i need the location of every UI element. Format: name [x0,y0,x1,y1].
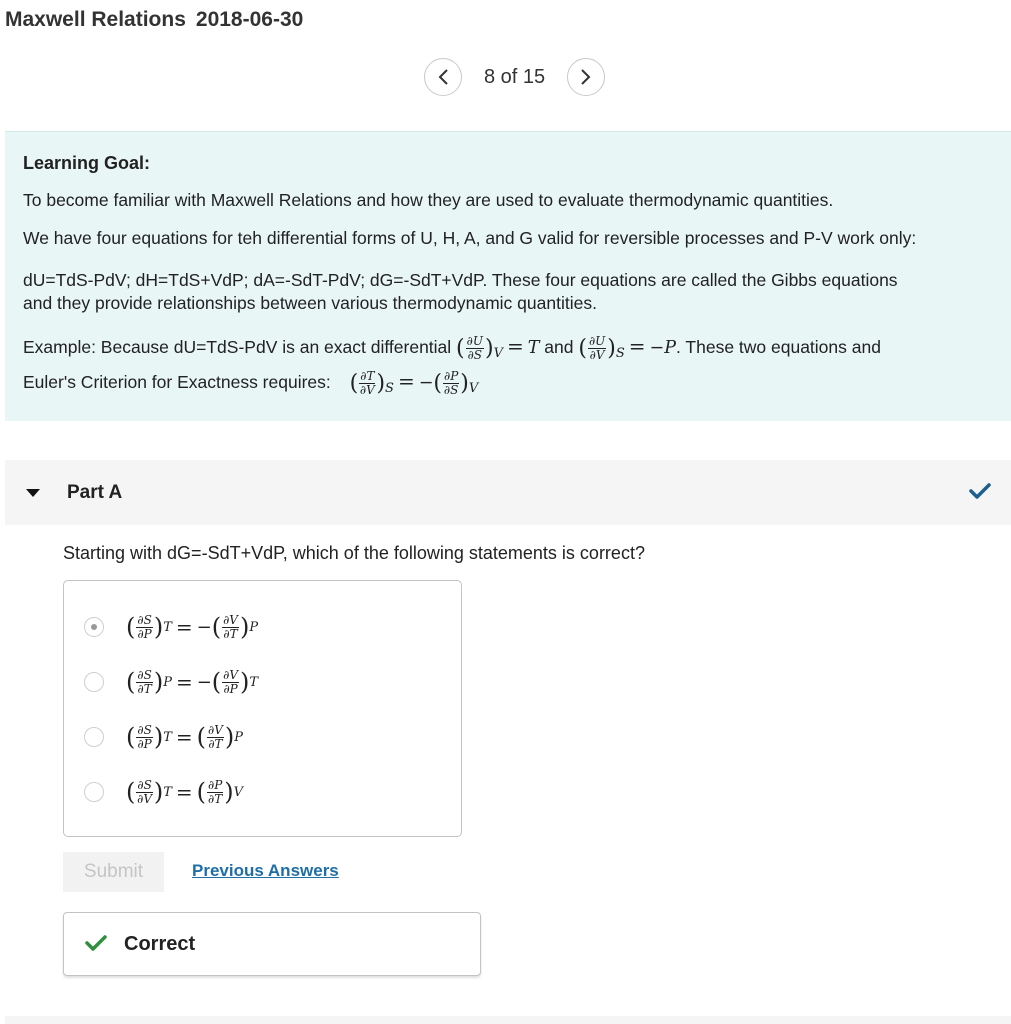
gibbs-intro-text: We have four equations for teh differential forms of U, H, A, and G valid for reversible processes and P-V work only: [23,228,917,248]
submit-button[interactable]: Submit [63,852,164,892]
next-section-strip [5,1016,1011,1024]
radio-button[interactable] [84,782,104,802]
radio-button[interactable] [84,727,104,747]
assignment-date: 2018-06-30 [195,8,304,31]
learning-goal-text: To become familiar with Maxwell Relations and how they are used to evaluate thermodynamic quantities. [23,190,834,210]
pager [424,57,605,97]
example-and: and [544,337,574,358]
example-eq1: ( $\frac{\partial U}{\partial S}$ )$_V = T$ [456,334,540,362]
learning-goal-panel [5,131,1011,421]
next-item-button[interactable] [567,58,605,96]
gibbs-equations-text: dU=TdS-PdV; dH=TdS+VdP; dA=-SdT-PdV; dG=-SdT+VdP. These four equations are called the Gibbs equations [23,270,898,290]
question-text: Starting with dG=-SdT+VdP, which of the following statements is correct? [63,543,645,563]
answer-option-1[interactable] [84,607,258,647]
feedback-panel [63,912,481,976]
example-suffix: . These two equations and [676,337,881,358]
option-formula: ( $\frac{\partial S}{\partial T}$ ) P = − ( $\frac{\partial V}{\partial P}$ ) T [126,667,259,696]
option-formula: ( $\frac{\partial S}{\partial P}$ ) T = ( $\frac{\partial V}{\partial T}$ ) P [126,722,243,751]
page-title [5,8,303,32]
part-a-header[interactable] [5,460,1011,525]
chevron-right-icon [580,68,592,86]
option-formula: ( $\frac{\partial S}{\partial P}$ ) T = − ( $\frac{\partial V}{\partial T}$ ) P [126,612,259,641]
part-label: Part A [67,482,123,503]
radio-selected-dot [91,624,97,630]
radio-button[interactable] [84,617,104,637]
checkmark-icon [84,933,108,953]
learning-goal-heading: Learning Goal: [23,153,151,173]
example-prefix: Example: Because dU=TdS-PdV is an exact differential [23,337,452,358]
caret-down-icon[interactable] [25,488,41,498]
feedback-text: Correct [124,933,196,955]
answer-option-2[interactable] [84,662,258,702]
euler-line [23,370,478,400]
previous-answers-link[interactable]: Previous Answers [192,861,339,880]
radio-button[interactable] [84,672,104,692]
example-line [23,335,881,365]
option-formula: ( $\frac{\partial S}{\partial V}$ ) T = ( $\frac{\partial P}{\partial T}$ ) V [126,777,244,806]
answer-option-4[interactable] [84,772,243,812]
previous-item-button[interactable] [424,58,462,96]
chevron-left-icon [437,68,449,86]
gibbs-equations-text-cont: and they provide relationships between various thermodynamic quantities. [23,293,597,313]
example-eq2: ( $\frac{\partial U}{\partial V}$ )$_S = -P$ [578,334,676,362]
answer-options [63,580,462,837]
checkmark-icon [969,482,991,500]
answer-option-3[interactable] [84,717,243,757]
euler-prefix: Euler's Criterion for Exactness requires: [23,372,331,393]
assignment-title: Maxwell Relations [5,8,186,31]
euler-equation: ( $\frac{\partial T}{\partial V}$ )$_S$ = −( $\frac{\partial P}{\partial S}$ )$_V$ [349,369,479,397]
pager-position: 8 of 15 [484,65,546,88]
